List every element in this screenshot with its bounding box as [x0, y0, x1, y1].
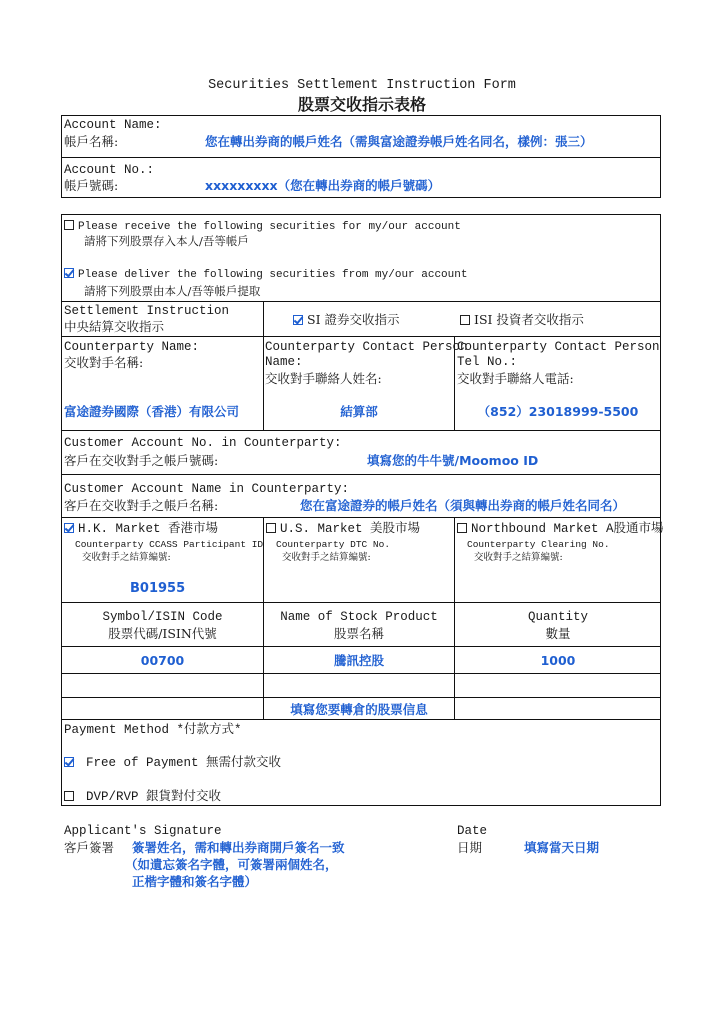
counterparty-name-label-en: Counterparty Name: — [64, 340, 200, 354]
market-us-checkbox[interactable] — [266, 523, 276, 533]
counterparty-name-value[interactable]: 富途證券國際（香港）有限公司 — [64, 404, 240, 419]
contact-label-en-2: Name: — [265, 355, 303, 369]
market-north-checkbox[interactable] — [457, 523, 467, 533]
account-name-label-en: Account Name: — [64, 118, 162, 132]
contact-value[interactable]: 結算部 — [340, 404, 378, 419]
table-row-3-name[interactable]: 填寫您要轉倉的股票信息 — [290, 702, 428, 717]
si-checkbox[interactable] — [293, 315, 303, 325]
customer-account-no-label-zh: 客戶在交收對手之帳戶號碼: — [64, 453, 219, 468]
form-title-en: Securities Settlement Instruction Form — [208, 78, 516, 93]
market-us-sub-zh: 交收對手之結算編號: — [282, 552, 371, 563]
customer-account-name-label-en: Customer Account Name in Counterparty: — [64, 482, 350, 496]
deliver-label-zh: 請將下列股票由本人/吾等帳戶提取 — [84, 284, 261, 298]
tel-value[interactable]: （852）23018999-5500 — [477, 404, 639, 419]
market-north-sub-en: Counterparty Clearing No. — [467, 539, 610, 550]
date-label-zh: 日期 — [457, 840, 483, 855]
account-no-label-en: Account No.: — [64, 163, 155, 177]
deliver-checkbox[interactable] — [64, 268, 74, 278]
receive-option[interactable]: Please receive the following securities for my/our account — [64, 220, 461, 235]
signature-note-2: （如遺忘簽名字體，可簽署兩個姓名， — [125, 857, 338, 872]
market-hk-option[interactable]: H.K. Market 香港市場 — [64, 522, 218, 537]
settlement-label-en: Settlement Instruction — [64, 304, 230, 318]
customer-account-no-label-en: Customer Account No. in Counterparty: — [64, 436, 342, 450]
tel-label-en-2: Tel No.: — [457, 355, 518, 369]
market-north-option[interactable]: Northbound Market A股通市場 — [457, 522, 664, 537]
tel-label-en-1: Counterparty Contact Person — [457, 340, 660, 354]
payment-fop-option[interactable]: Free of Payment 無需付款交收 — [64, 756, 281, 771]
header-qty-zh: 數量 — [545, 626, 571, 641]
payment-dvp-option[interactable]: DVP/RVP 銀貨對付交收 — [64, 790, 221, 805]
fop-checkbox[interactable] — [64, 757, 74, 767]
customer-account-name-value[interactable]: 您在富途證券的帳戶姓名（須與轉出券商的帳戶姓名同名） — [300, 498, 626, 513]
table-row-1-qty[interactable]: 1000 — [540, 653, 576, 668]
header-symbol-zh: 股票代碼/ISIN代號 — [108, 626, 217, 641]
deliver-option[interactable]: Please deliver the following securities from my/our account — [64, 268, 467, 283]
receive-label-zh: 請將下列股票存入本人/吾等帳戶 — [84, 234, 249, 248]
market-hk-value[interactable]: B01955 — [130, 581, 186, 596]
table-row-1-name[interactable]: 騰訊控股 — [333, 653, 384, 668]
form-title-zh: 股票交收指示表格 — [297, 95, 426, 114]
account-name-value[interactable]: 您在轉出券商的帳戶姓名（需與富途證券帳戶姓名同名，樣例：張三） — [205, 134, 593, 149]
account-no-value[interactable]: xxxxxxxxx（您在轉出券商的帳戶號碼） — [205, 178, 441, 193]
date-label-en: Date — [457, 824, 488, 838]
market-hk-sub-zh: 交收對手之結算編號: — [82, 552, 171, 563]
counterparty-name-label-zh: 交收對手名稱: — [64, 355, 144, 370]
market-us-sub-en: Counterparty DTC No. — [276, 539, 391, 550]
tel-label-zh: 交收對手聯絡人電話: — [457, 371, 574, 386]
settlement-label-zh: 中央結算交收指示 — [64, 319, 165, 334]
header-symbol-en: Symbol/ISIN Code — [102, 610, 223, 624]
contact-label-en-1: Counterparty Contact Person — [265, 340, 468, 354]
market-us-option[interactable]: U.S. Market 美股市場 — [266, 522, 420, 537]
si-option[interactable]: SI 證券交收指示 — [293, 312, 399, 327]
market-hk-checkbox[interactable] — [64, 523, 74, 533]
table-row-1-symbol[interactable]: 00700 — [140, 653, 185, 668]
customer-account-name-label-zh: 客戶在交收對手之帳戶名稱: — [64, 498, 219, 513]
header-qty-en: Quantity — [527, 610, 588, 624]
header-name-en: Name of Stock Product — [280, 610, 438, 624]
customer-account-no-value[interactable]: 填寫您的牛牛號/Moomoo ID — [367, 453, 539, 468]
signature-label-en: Applicant's Signature — [64, 824, 222, 838]
receive-checkbox[interactable] — [64, 220, 74, 230]
signature-note-1[interactable]: 簽署姓名，需和轉出券商開戶簽名一致 — [132, 840, 345, 855]
market-north-sub-zh: 交收對手之結算編號: — [474, 552, 563, 563]
dvp-checkbox[interactable] — [64, 791, 74, 801]
isi-checkbox[interactable] — [460, 315, 470, 325]
payment-label: Payment Method *付款方式* — [64, 723, 242, 737]
market-hk-sub-en: Counterparty CCASS Participant ID — [75, 539, 264, 550]
signature-label-zh: 客戶簽署 — [64, 840, 115, 855]
signature-note-3: 正楷字體和簽名字體） — [132, 874, 258, 889]
isi-option[interactable]: ISI 投資者交收指示 — [460, 312, 584, 327]
account-name-label-zh: 帳戶名稱: — [64, 134, 119, 149]
header-name-zh: 股票名稱 — [333, 626, 384, 641]
contact-label-zh: 交收對手聯絡人姓名: — [265, 371, 382, 386]
date-value[interactable]: 填寫當天日期 — [524, 840, 600, 855]
account-no-label-zh: 帳戶號碼: — [64, 178, 119, 193]
